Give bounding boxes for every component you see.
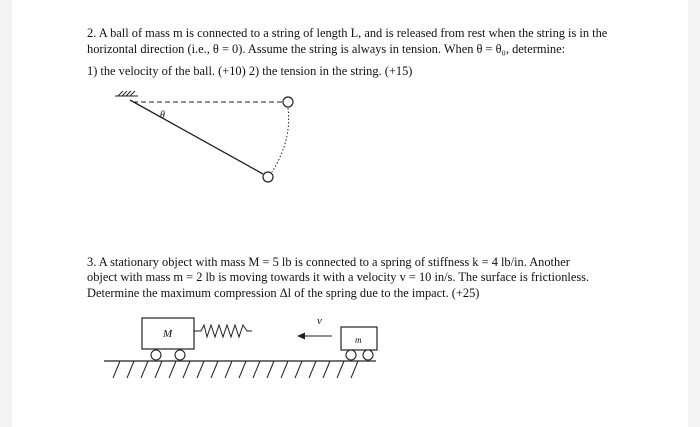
spring: [194, 325, 252, 337]
block-m-wheel-left: [346, 350, 356, 360]
ball: [263, 172, 273, 182]
problem-2-line-2: horizontal direction (i.e., θ = 0). Assume the string is always in tension. When θ = θ₀, determine:: [87, 42, 566, 56]
theta-label: θ: [160, 110, 165, 121]
problem-3-line-3: Determine the maximum compression Δl of the spring due to the impact. (+25): [87, 286, 480, 300]
problem-3-line-1: 3. A stationary object with mass M = 5 lb is connected to a spring of stiffness k = 4 lb/in. Another: [87, 255, 570, 269]
problem-2-line-1: 2. A ball of mass m is connected to a string of length L, and is released from rest when the string is in the: [87, 26, 608, 40]
pendulum-figure: [115, 91, 293, 182]
ground-hatch: [113, 361, 358, 378]
mass-m-label: m: [355, 335, 362, 345]
velocity-arrowhead: [297, 333, 305, 340]
swing-path-dotted: [272, 108, 289, 172]
collision-figure: [104, 318, 377, 378]
block-M-wheel-right: [175, 350, 185, 360]
velocity-label: v: [317, 315, 322, 327]
pendulum-string: [130, 100, 263, 174]
block-M-wheel-left: [151, 350, 161, 360]
problem-2-line-3: 1) the velocity of the ball. (+10) 2) the tension in the string. (+15): [87, 64, 413, 78]
initial-ball-position: [283, 97, 293, 107]
block-m-wheel-right: [363, 350, 373, 360]
mass-M-label: M: [163, 328, 173, 340]
pivot-support-hatch: [115, 91, 138, 96]
problem-3-line-2: object with mass m = 2 lb is moving towards it with a velocity v = 10 in/s. The surface is frictionless.: [87, 270, 590, 284]
